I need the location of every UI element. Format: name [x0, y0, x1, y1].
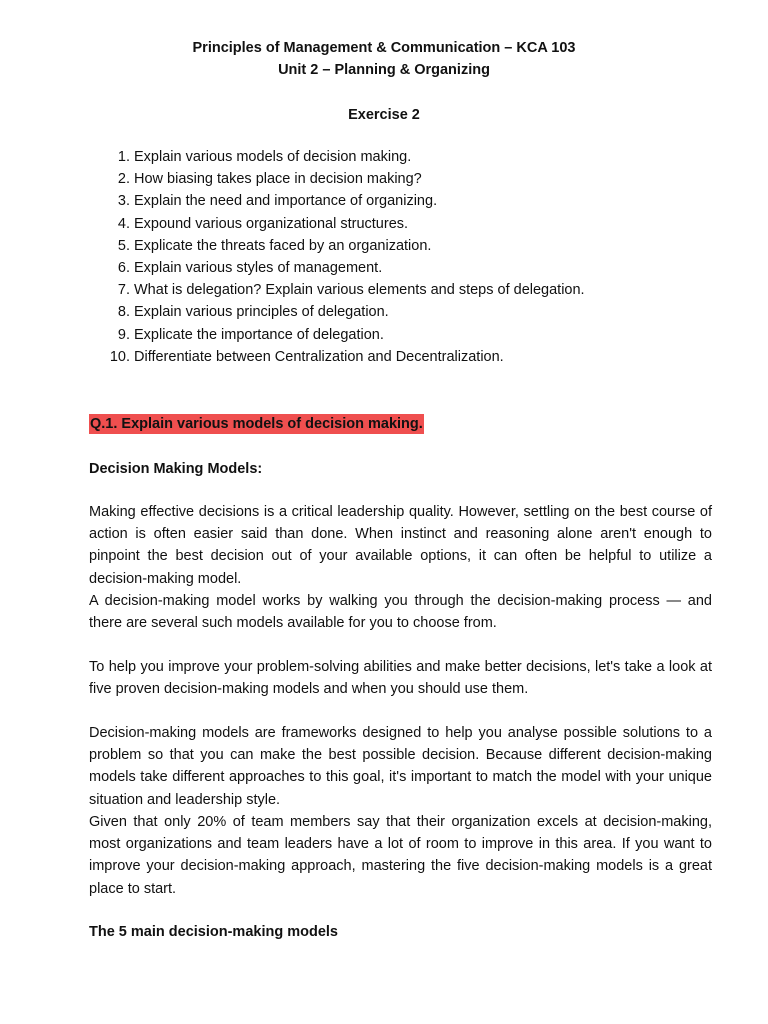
question-text: Expound various organizational structures.	[134, 215, 409, 232]
question-text: Explicate the importance of delegation.	[134, 326, 384, 343]
question-text: Explicate the threats faced by an organization.	[134, 237, 432, 254]
question-item	[106, 324, 585, 346]
paragraph: Given that only 20% of team members say that their organization excels at decision-making, most organizations and team leaders have a lot of room to improve in this area. If you want to improve your decision-making approach, mastering the five decision-making models is a great place to start.	[89, 814, 712, 897]
question-text: What is delegation? Explain various elements and steps of delegation.	[134, 282, 585, 299]
exercise-title: Exercise 2	[348, 107, 420, 123]
question-item	[106, 346, 585, 368]
course-title: Principles of Management & Communication – KCA 103	[192, 40, 576, 56]
question-item	[106, 213, 585, 235]
question-list	[106, 146, 585, 368]
question-text: Explain various styles of management.	[134, 260, 383, 277]
question-item	[106, 235, 585, 257]
question-item	[106, 257, 585, 279]
models-heading: The 5 main decision-making models	[89, 924, 338, 940]
question-item	[106, 146, 585, 168]
subheading: Decision Making Models:	[89, 461, 263, 477]
question-number: 8.	[117, 304, 130, 321]
paragraph: A decision-making model works by walking you through the decision-making process — and there are several such models available for you to choose from.	[89, 593, 712, 632]
unit-title: Unit 2 – Planning & Organizing	[278, 62, 490, 78]
question-number: 7.	[117, 282, 130, 299]
question-number: 9.	[117, 326, 130, 343]
question-item	[106, 279, 585, 301]
question-text: How biasing takes place in decision making?	[134, 171, 422, 188]
question-number: 10.	[109, 348, 130, 365]
question-text: Explain various principles of delegation.	[134, 304, 389, 321]
question-text: Explain various models of decision making.	[134, 149, 412, 165]
question-number: 2.	[117, 171, 130, 188]
question-number: 4.	[117, 215, 130, 232]
question-number: 6.	[117, 260, 130, 277]
question-text: Explain the need and importance of organizing.	[134, 193, 438, 210]
question-item	[106, 168, 585, 190]
question-number: 3.	[117, 193, 130, 210]
question-number: 1.	[117, 149, 130, 165]
question-text: Differentiate between Centralization and Decentralization.	[134, 348, 504, 365]
paragraph: To help you improve your problem-solving abilities and make better decisions, let's take a look at five proven decision-making models and when you should use them.	[89, 659, 712, 698]
question-item	[106, 301, 585, 323]
question-number: 5.	[117, 237, 130, 254]
paragraph: Decision-making models are frameworks designed to help you analyse possible solutions to a problem so that you can make the best possible decision. Because different decision-making models take different approaches to this goal, it's important to match the model with your unique situation and leadership style.	[89, 725, 712, 808]
paragraph: Making effective decisions is a critical leadership quality. However, settling on the best course of action is often easier said than done. When instinct and reasoning alone aren't enough to pinpoint the best decision out of your available options, it can often be helpful to utilize a decision-making model.	[89, 504, 712, 587]
question-item	[106, 190, 585, 212]
question-heading-highlighted: Q.1. Explain various models of decision making.	[90, 416, 423, 432]
